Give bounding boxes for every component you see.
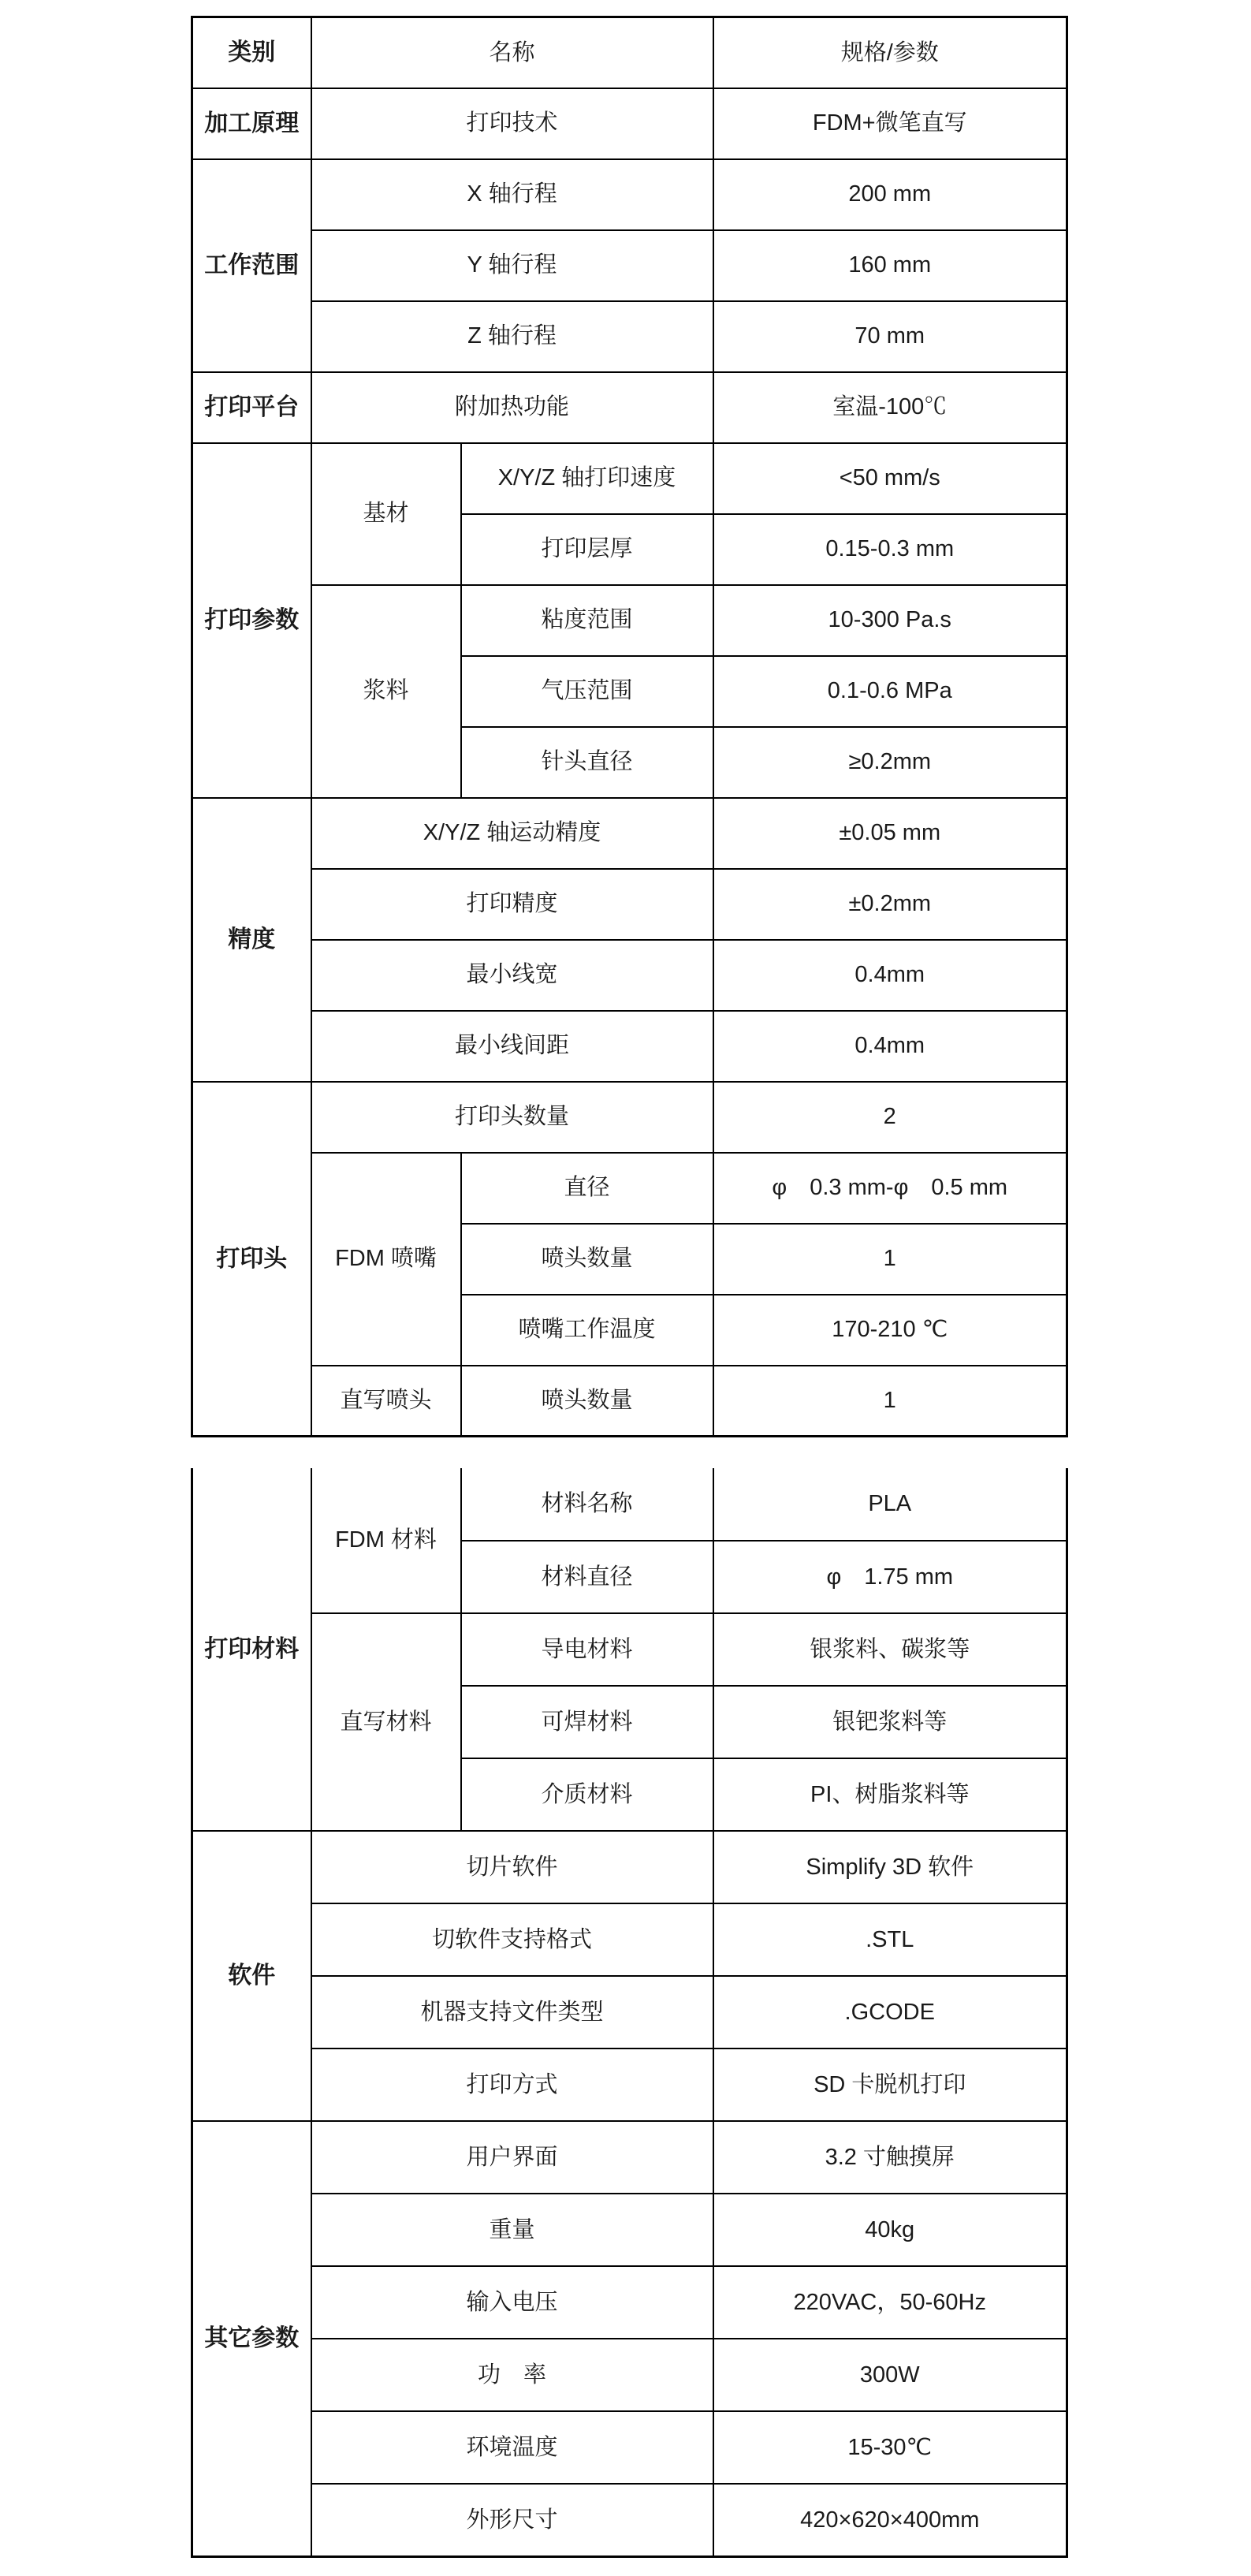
table-row [192, 1976, 1067, 2048]
category-cell: 加工原理 [192, 88, 311, 159]
table-row [192, 2339, 1067, 2411]
value-cell: 0.4mm [713, 940, 1067, 1011]
name-cell: 环境温度 [311, 2411, 713, 2484]
name-cell: 切片软件 [311, 1831, 713, 1903]
table-row [192, 1366, 1067, 1437]
table-row [192, 1613, 1067, 1686]
name-cell: 切软件支持格式 [311, 1903, 713, 1976]
value-cell: ±0.05 mm [713, 798, 1067, 869]
table-row [192, 301, 1067, 372]
name-cell: 机器支持文件类型 [311, 1976, 713, 2048]
value-cell: 0.1-0.6 MPa [713, 656, 1067, 727]
name-cell: 粘度范围 [461, 585, 713, 656]
value-cell: 200 mm [713, 159, 1067, 230]
name-cell: 直径 [461, 1153, 713, 1224]
table-row [192, 2048, 1067, 2121]
value-cell: 1 [713, 1224, 1067, 1295]
name-cell: 打印层厚 [461, 514, 713, 585]
value-cell: 70 mm [713, 301, 1067, 372]
header-name: 名称 [311, 17, 713, 88]
value-cell: <50 mm/s [713, 443, 1067, 514]
table-row [192, 1011, 1067, 1082]
value-cell: Simplify 3D 软件 [713, 1831, 1067, 1903]
category-cell: 打印平台 [192, 372, 311, 443]
table-row [192, 230, 1067, 301]
group-cell: 基材 [311, 443, 461, 585]
name-cell: 最小线宽 [311, 940, 713, 1011]
name-cell: 针头直径 [461, 727, 713, 798]
name-cell: X 轴行程 [311, 159, 713, 230]
name-cell: 材料直径 [461, 1541, 713, 1613]
value-cell: FDM+微笔直写 [713, 88, 1067, 159]
table-row [192, 443, 1067, 514]
name-cell: 喷头数量 [461, 1224, 713, 1295]
category-cell: 精度 [192, 798, 311, 1082]
header-row [192, 17, 1067, 88]
category-cell: 打印参数 [192, 443, 311, 798]
group-cell: 浆料 [311, 585, 461, 798]
category-cell: 打印材料 [192, 1468, 311, 1831]
table-row [192, 2266, 1067, 2339]
table-row [192, 1903, 1067, 1976]
category-cell: 其它参数 [192, 2121, 311, 2556]
name-cell: 喷嘴工作温度 [461, 1295, 713, 1366]
name-cell: 介质材料 [461, 1758, 713, 1831]
value-cell: 2 [713, 1082, 1067, 1153]
name-cell: 重量 [311, 2194, 713, 2266]
value-cell: ±0.2mm [713, 869, 1067, 940]
table-row [192, 585, 1067, 656]
group-cell: 直写喷头 [311, 1366, 461, 1437]
value-cell: 220VAC，50-60Hz [713, 2266, 1067, 2339]
name-cell: 导电材料 [461, 1613, 713, 1686]
table-row [192, 940, 1067, 1011]
value-cell: 170-210 ℃ [713, 1295, 1067, 1366]
value-cell: 1 [713, 1366, 1067, 1437]
category-cell: 软件 [192, 1831, 311, 2121]
value-cell: 300W [713, 2339, 1067, 2411]
value-cell: 室温-100℃ [713, 372, 1067, 443]
name-cell: 打印技术 [311, 88, 713, 159]
value-cell: 40kg [713, 2194, 1067, 2266]
category-cell: 打印头 [192, 1082, 311, 1437]
name-cell: X/Y/Z 轴打印速度 [461, 443, 713, 514]
name-cell: 气压范围 [461, 656, 713, 727]
value-cell: φ 1.75 mm [713, 1541, 1067, 1613]
value-cell: 10-300 Pa.s [713, 585, 1067, 656]
header-spec: 规格/参数 [713, 17, 1067, 88]
name-cell: 打印方式 [311, 2048, 713, 2121]
name-cell: Y 轴行程 [311, 230, 713, 301]
name-cell: 用户界面 [311, 2121, 713, 2194]
category-cell: 工作范围 [192, 159, 311, 372]
spec-table-1 [191, 16, 1068, 1437]
spec-table-2 [191, 1468, 1068, 2558]
name-cell: 材料名称 [461, 1468, 713, 1541]
table-row [192, 88, 1067, 159]
name-cell: 外形尺寸 [311, 2484, 713, 2556]
table-row [192, 2194, 1067, 2266]
table-row [192, 869, 1067, 940]
value-cell: .STL [713, 1903, 1067, 1976]
value-cell: 银钯浆料等 [713, 1686, 1067, 1758]
value-cell: ≥0.2mm [713, 727, 1067, 798]
group-cell: FDM 喷嘴 [311, 1153, 461, 1366]
name-cell: 打印头数量 [311, 1082, 713, 1153]
value-cell: PI、树脂浆料等 [713, 1758, 1067, 1831]
table-row [192, 798, 1067, 869]
value-cell: 0.4mm [713, 1011, 1067, 1082]
group-cell: FDM 材料 [311, 1468, 461, 1613]
name-cell: Z 轴行程 [311, 301, 713, 372]
value-cell: φ 0.3 mm-φ 0.5 mm [713, 1153, 1067, 1224]
table-row [192, 1468, 1067, 1541]
value-cell: 0.15-0.3 mm [713, 514, 1067, 585]
value-cell: .GCODE [713, 1976, 1067, 2048]
table-row [192, 1831, 1067, 1903]
value-cell: PLA [713, 1468, 1067, 1541]
name-cell: 打印精度 [311, 869, 713, 940]
name-cell: 附加热功能 [311, 372, 713, 443]
table-row [192, 159, 1067, 230]
name-cell: 功 率 [311, 2339, 713, 2411]
table-row [192, 2121, 1067, 2194]
value-cell: 银浆料、碳浆等 [713, 1613, 1067, 1686]
value-cell: 15-30℃ [713, 2411, 1067, 2484]
name-cell: 输入电压 [311, 2266, 713, 2339]
name-cell: 最小线间距 [311, 1011, 713, 1082]
table-row [192, 1153, 1067, 1224]
value-cell: 3.2 寸触摸屏 [713, 2121, 1067, 2194]
table-row [192, 2484, 1067, 2556]
value-cell: 420×620×400mm [713, 2484, 1067, 2556]
table-row [192, 372, 1067, 443]
header-category: 类别 [192, 17, 311, 88]
value-cell: 160 mm [713, 230, 1067, 301]
name-cell: X/Y/Z 轴运动精度 [311, 798, 713, 869]
group-cell: 直写材料 [311, 1613, 461, 1831]
name-cell: 喷头数量 [461, 1366, 713, 1437]
table-row [192, 2411, 1067, 2484]
table-row [192, 1082, 1067, 1153]
name-cell: 可焊材料 [461, 1686, 713, 1758]
value-cell: SD 卡脱机打印 [713, 2048, 1067, 2121]
